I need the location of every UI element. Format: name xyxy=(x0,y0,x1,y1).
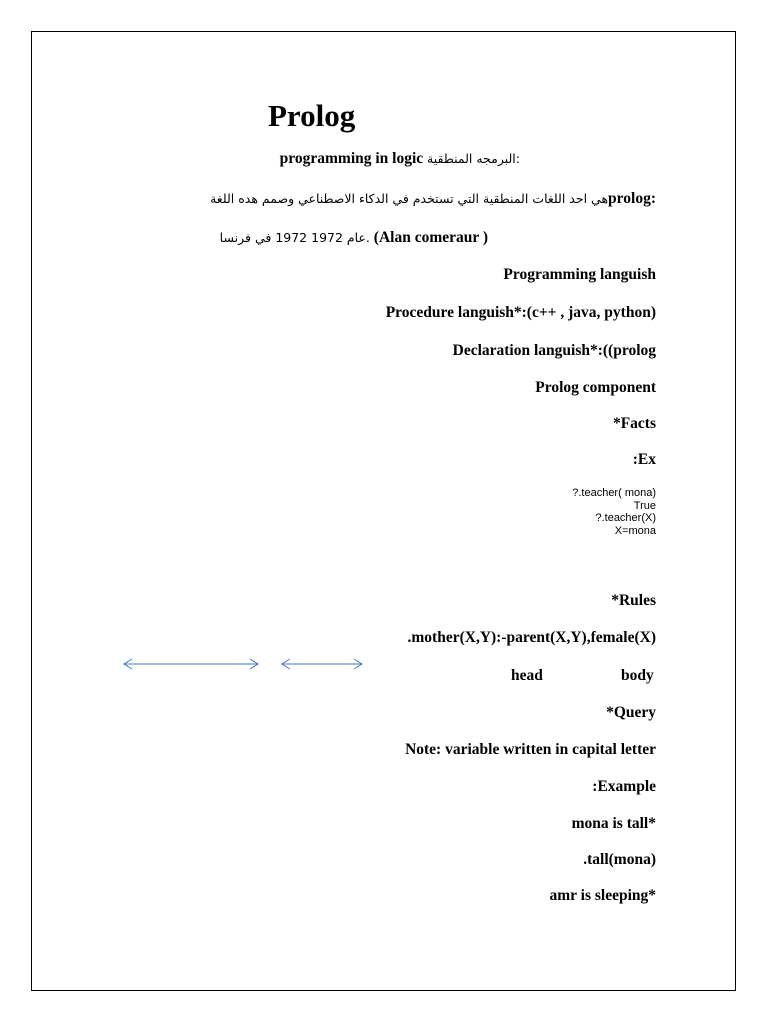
code-line: X=mona xyxy=(614,524,656,537)
definition-english-2: (Alan comeraur ) xyxy=(373,229,488,246)
example-label: :Example xyxy=(592,778,656,795)
code-line: ?.teacher(X) xyxy=(595,512,656,524)
code-line: ?.teacher( mona) xyxy=(572,487,656,499)
tall-mona-line: .tall(mona) xyxy=(583,851,656,868)
rules-heading: *Rules xyxy=(611,592,656,609)
page-title: Prolog xyxy=(268,98,356,133)
subtitle-arabic: البرمجه المنطقية: xyxy=(427,151,520,166)
query-heading: *Query xyxy=(606,704,656,721)
left-arrow-icon xyxy=(124,659,258,669)
code-line: True xyxy=(633,499,656,512)
rule-example-line: .mother(X,Y):-parent(X,Y),female(X) xyxy=(407,629,656,646)
head-label: head xyxy=(511,667,543,684)
note-line: Note: variable written in capital letter xyxy=(405,741,656,758)
declaration-languish-line: Declaration languish*:((prolog xyxy=(452,342,656,359)
mona-tall-line: mona is tall* xyxy=(571,815,656,832)
subtitle-english: programming in logic xyxy=(279,150,424,167)
definition-arabic-2: عام 1972 1972 في فرنسا. xyxy=(219,230,370,245)
body-label: body xyxy=(621,667,654,684)
prolog-component-heading: Prolog component xyxy=(535,379,656,396)
procedure-languish-line: Procedure languish*:(c++ , java, python) xyxy=(385,304,656,321)
definition-label: prolog: xyxy=(608,190,656,207)
right-arrow-icon xyxy=(282,659,362,669)
ex-label: :Ex xyxy=(632,451,656,468)
facts-heading: *Facts xyxy=(612,415,656,432)
amr-sleeping-line: amr is sleeping* xyxy=(549,887,656,904)
definition-arabic-1: هي احد اللغات المنطقية التي تستخدم في الدكاء الاصطناعي وصمم هده اللغة xyxy=(210,191,609,206)
programming-languish-heading: Programming languish xyxy=(503,266,656,283)
